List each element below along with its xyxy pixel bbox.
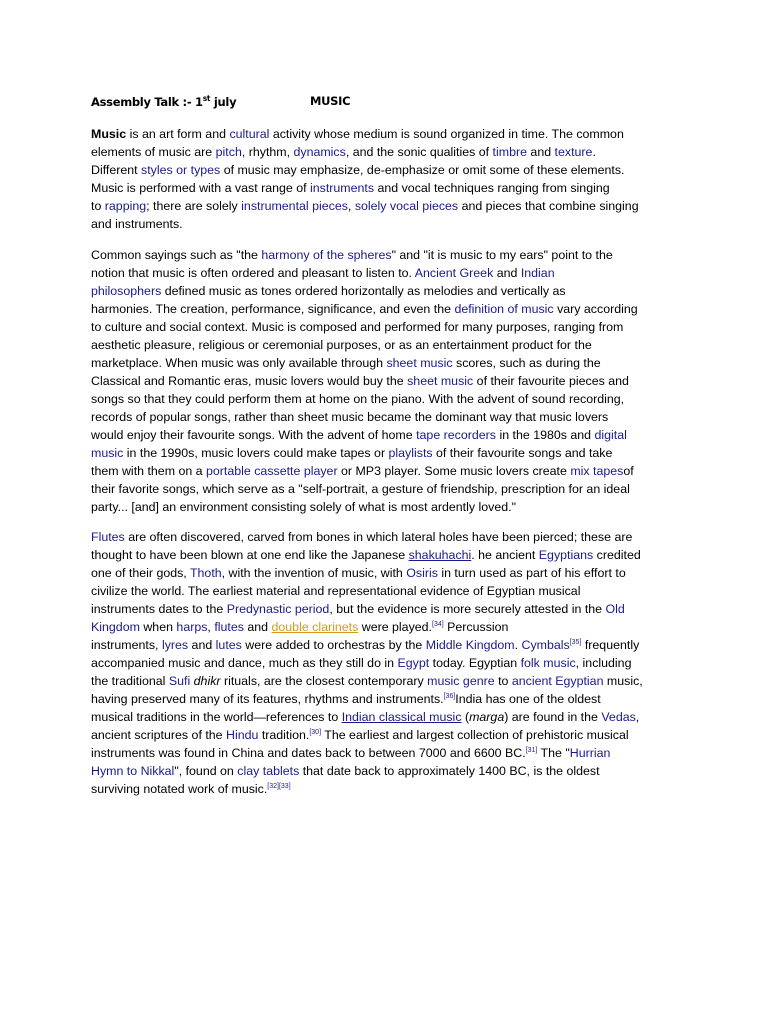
text-run: accompanied music and dance, much as they still do in [91,656,398,670]
text-run: activity whose medium is sound organized in time. The common [269,127,624,141]
text-run: when [139,620,177,634]
text-line [91,426,681,444]
text-line [91,564,681,582]
text-run: , [207,620,215,634]
text-run: vary according [553,302,638,316]
text-run: surviving notated work of music. [91,782,268,796]
text-line [91,528,681,546]
text-line [91,672,681,690]
inline-link[interactable]: Kingdom [91,620,140,634]
text-line [91,480,681,498]
inline-link[interactable]: instrumental pieces [241,199,348,213]
text-line [91,618,681,636]
inline-link[interactable]: Cymbals [521,638,570,652]
text-line [91,690,681,708]
text-line [91,726,681,744]
text-run: credited [593,548,641,562]
citation-reference[interactable]: [34] [432,621,444,628]
inline-link[interactable]: Hymn to Nikkal [91,764,175,778]
text-run: or MP3 player. Some music lovers create [337,464,571,478]
text-run: frequently [581,638,640,652]
text-line [91,161,681,179]
text-run: music, [603,674,643,688]
text-line [91,546,681,564]
text-run: defined music as tones ordered horizontally as melodies and vertically as [161,284,566,298]
text-line [91,636,681,654]
inline-link[interactable]: sheet music [386,356,453,370]
text-line [91,354,681,372]
text-run: tradition. [258,728,310,742]
citation-reference[interactable]: [31] [525,747,538,754]
text-run: ", found on [174,764,238,778]
text-run: ; there are solely [146,199,242,213]
inline-link[interactable]: lyres [161,638,189,652]
text-run: . [514,638,522,652]
paragraph-history [91,528,681,798]
text-run: and [526,145,555,159]
citation-reference[interactable]: [36] [443,693,456,700]
inline-link[interactable]: Flutes [91,530,125,544]
text-run: instruments dates to the [91,602,227,616]
text-run: were added to orchestras by the [241,638,426,652]
text-run: The " [537,746,570,760]
text-run: . [592,145,596,159]
text-run: and instruments. [91,217,183,231]
text-run: notion that music is often ordered and pleasant to listen to. [91,266,415,280]
text-line [91,498,681,516]
citation-reference[interactable]: [32][33] [267,783,291,790]
text-run: and [493,266,521,280]
text-line [91,125,681,143]
inline-link[interactable]: Ancient Greek [414,266,494,280]
inline-link[interactable]: music genre [427,674,495,688]
text-run: , but the evidence is more securely attested in the [329,602,606,616]
italic-term: dhikr [193,674,221,688]
text-run: their favorite songs, which serve as a "self-portrait, a gesture of friendship, prescription for an ideal [91,482,630,496]
text-line [91,264,681,282]
inline-link[interactable]: Hurrian [569,746,611,760]
text-run: , rhythm, [241,145,294,159]
inline-link[interactable]: dynamics [293,145,346,159]
text-line [91,143,681,161]
inline-link[interactable]: cultural [229,127,270,141]
inline-link[interactable]: Egyptians [538,548,594,562]
text-run: , [635,710,640,724]
text-run: of their favourite pieces and [473,374,629,388]
inline-link[interactable]: Hindu [226,728,259,742]
inline-link[interactable]: Vedas [601,710,636,724]
text-run: Music is performed with a vast range of [91,181,310,195]
text-run: in turn used as part of his effort to [437,566,626,580]
text-run: were played. [358,620,432,634]
text-run: and vocal techniques ranging from singing [374,181,610,195]
text-run: India has one of the oldest [455,692,601,706]
text-run: , and the sonic qualities of [345,145,493,159]
text-run: Different [91,163,142,177]
text-run: the traditional [91,674,169,688]
text-run: in the 1990s, music lovers could make tapes or [123,446,389,460]
text-run: harmonies. The creation, performance, significance, and even the [91,302,455,316]
text-line [91,372,681,390]
inline-link[interactable]: Predynastic period [226,602,330,616]
text-run: civilize the world. The earliest material and representational evidence of Egyptian musical [91,584,581,598]
text-run: , [347,199,355,213]
text-run: The earliest and largest collection of prehistoric musical [321,728,629,742]
inline-link[interactable]: Sufi [168,674,191,688]
inline-link[interactable]: sheet music [407,374,474,388]
text-run: of their favourite songs and take [432,446,613,460]
heading-topic: MUSIC [310,94,351,108]
text-run: aesthetic pleasure, religious or ceremonial purposes, or as an entertainment product for the [91,338,592,352]
text-line [91,762,681,780]
text-line [91,246,681,264]
inline-link[interactable]: texture [554,145,593,159]
text-run: today. Egyptian [429,656,521,670]
inline-link[interactable]: instruments [310,181,375,195]
document-heading [91,94,351,109]
text-line [91,744,681,762]
inline-link[interactable]: rapping [104,199,147,213]
text-line [91,462,681,480]
text-run: thought to have been blown at one end like the Japanese [91,548,409,562]
text-run: scores, such as during the [452,356,601,370]
text-run: ancient scriptures of the [91,728,226,742]
text-line [91,197,681,215]
text-run: them with them on a [91,464,207,478]
text-line [91,390,681,408]
text-run: to culture and social context. Music is composed and performed for many purposes, ranging from [91,320,624,334]
text-run: and pieces that combine singing [458,199,639,213]
text-line [91,336,681,354]
inline-link[interactable]: folk music [520,656,576,670]
inline-link[interactable]: portable cassette player [206,464,338,478]
inline-link[interactable]: philosophers [91,284,162,298]
text-run: in the 1980s and [496,428,595,442]
text-line [91,780,681,798]
inline-link[interactable]: pitch [215,145,242,159]
text-run: to [91,199,105,213]
inline-link[interactable]: Osiris [406,566,438,580]
text-run: and [188,638,216,652]
italic-term: marga [469,710,505,724]
inline-link[interactable]: shakuhachi [408,548,472,562]
text-run: are often discovered, carved from bones in which lateral holes have been pierced; these are [124,530,633,544]
inline-link[interactable]: flutes [214,620,244,634]
text-run: instruments, [91,638,162,652]
text-run: having preserved many of its features, rhythms and instruments. [91,692,444,706]
inline-link[interactable]: digital [594,428,627,442]
text-line [91,582,681,600]
text-run: of [623,464,634,478]
text-run: and [243,620,272,634]
paragraph-sayings [91,246,681,516]
citation-reference[interactable]: [35] [569,639,582,646]
text-run: ( [461,710,470,724]
inline-link[interactable]: Middle Kingdom [425,638,515,652]
text-run: that date back to approximately 1400 BC, is the oldest [299,764,600,778]
text-run: instruments was found in China and dates back to between 7000 and 6600 BC. [91,746,526,760]
inline-link[interactable]: Egypt [397,656,430,670]
text-line [91,444,681,462]
text-run: Classical and Romantic eras, music lovers would buy the [91,374,408,388]
inline-link[interactable]: Indian [520,266,555,280]
text-line [91,408,681,426]
text-run: records of popular songs, rather than sheet music became the dominant way that music lovers [91,410,609,424]
text-run: , with the invention of music, with [221,566,407,580]
text-line [91,600,681,618]
text-line [91,708,681,726]
bold-term: Music [91,127,127,141]
text-run: musical traditions in the world—references to [91,710,342,724]
text-run: one of their gods, [91,566,190,580]
text-run: . he ancient [471,548,539,562]
text-run: , including [575,656,632,670]
inline-link[interactable]: solely vocal pieces [354,199,459,213]
inline-link[interactable]: tape recorders [416,428,496,442]
inline-link[interactable]: ancient Egyptian [511,674,604,688]
text-run: is an art form and [126,127,230,141]
text-line [91,179,681,197]
inline-link[interactable]: Thoth [189,566,222,580]
inline-link[interactable]: styles or types [141,163,221,177]
text-run: Percussion [443,620,509,634]
text-run: songs so that they could perform them at home on the piano. With the advent of sound recording, [91,392,625,406]
text-run: rituals, are the closest contemporary [220,674,428,688]
paragraph-definition [91,125,681,233]
inline-link[interactable]: Indian classical music [341,710,462,724]
text-run: of music may emphasize, de-emphasize or omit some of these elements. [220,163,625,177]
inline-link[interactable]: music [91,446,124,460]
text-run: Common sayings such as "the [91,248,262,262]
text-run: would enjoy their favourite songs. With the advent of home [91,428,417,442]
inline-link[interactable]: harmony of the spheres [261,248,392,262]
text-line [91,215,681,233]
text-run: " and "it is music to my ears" point to the [391,248,613,262]
text-run: elements of music are [91,145,216,159]
text-line [91,282,681,300]
inline-link[interactable]: mix tapes [570,464,624,478]
inline-link[interactable]: timbre [492,145,527,159]
text-run: ) are found in the [504,710,602,724]
text-run: marketplace. When music was only available through [91,356,387,370]
text-line [91,300,681,318]
citation-reference[interactable]: [30] [309,729,322,736]
text-line [91,318,681,336]
text-run: party... [and] an environment consisting solely of what is most ardently loved." [91,500,516,514]
inline-link[interactable]: Old [605,602,625,616]
inline-link[interactable]: playlists [388,446,433,460]
heading-superscript: st [202,94,211,103]
inline-link[interactable]: double clarinets [271,620,359,634]
inline-link[interactable]: harps [176,620,208,634]
inline-link[interactable]: definition of music [454,302,554,316]
inline-link[interactable]: lutes [215,638,242,652]
text-line [91,654,681,672]
heading-prefix: Assembly Talk :- 1 [91,94,203,109]
inline-link[interactable]: clay tablets [237,764,300,778]
text-run: to [494,674,512,688]
heading-suffix: july [210,94,237,109]
